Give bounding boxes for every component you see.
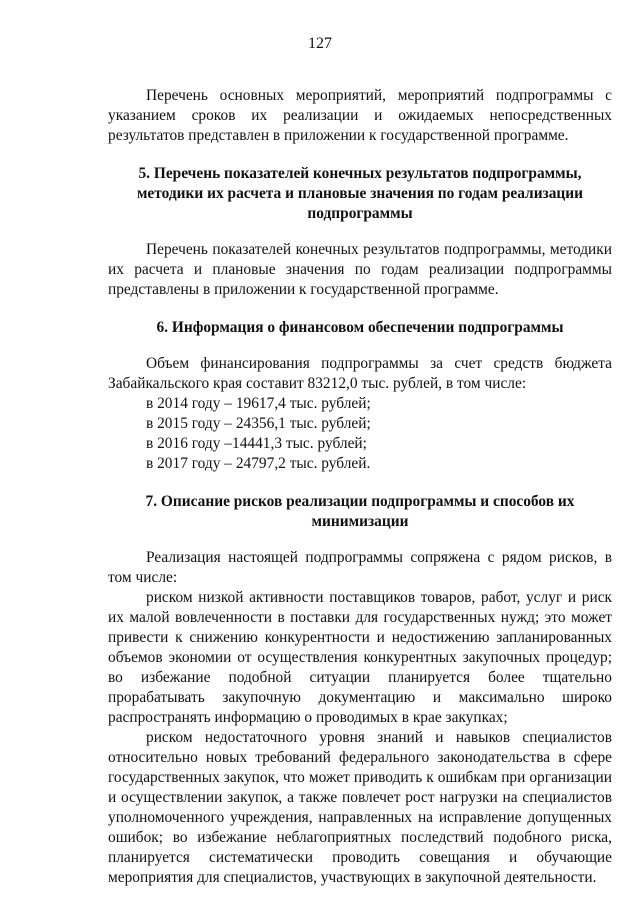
section-7-heading: 7. Описание рисков реализации подпрограммы и способов их минимизации bbox=[145, 493, 575, 530]
funding-year-2014: в 2014 году – 19617,4 тыс. рублей; bbox=[146, 395, 371, 412]
funding-year-2017: в 2017 году – 24797,2 тыс. рублей. bbox=[146, 455, 371, 472]
intro-paragraph: Перечень основных мероприятий, мероприятий подпрограммы с указанием сроков их реализации и ожидаемых непосредственных результатов представлен в приложении к государственной программе. bbox=[108, 87, 612, 144]
risk-paragraph-2: риском недостаточного уровня знаний и навыков специалистов относительно новых требований федерального законодательства в сфере государственных закупок, что может приводить к ошибкам при организации и осуществлении закупок, а также повлечет рост нагрузки на специалистов уполномоченного учреждения, направленных на исправление допущенных ошибок; во избежание неблагоприятных последствий подобного риска, планируется систематически проводить совещания и обучающие мероприятия для специалистов, участвующих в закупочной деятельности. bbox=[108, 729, 612, 886]
document-body bbox=[108, 86, 612, 888]
page-number: 127 bbox=[308, 35, 332, 52]
section-6-heading: 6. Информация о финансовом обеспечении подпрограммы bbox=[156, 319, 564, 336]
section-7-intro: Реализация настоящей подпрограммы сопряжена с рядом рисков, в том числе: bbox=[108, 549, 612, 586]
section-5-paragraph: Перечень показателей конечных результатов подпрограммы, методики их расчета и плановые значения по годам реализации подпрограммы представлены в приложении к государственной программе. bbox=[108, 241, 612, 298]
funding-year-2016: в 2016 году –14441,3 тыс. рублей; bbox=[146, 435, 367, 452]
section-5-heading: 5. Перечень показателей конечных результатов подпрограммы, методики их расчета и плановые значения по годам реализации подпрограммы bbox=[136, 165, 584, 222]
funding-year-2015: в 2015 году – 24356,1 тыс. рублей; bbox=[146, 415, 371, 432]
risk-paragraph-1: риском низкой активности поставщиков товаров, работ, услуг и риск их малой вовлеченности в поставки для государственных нужд; это может привести к снижению конкурентности и недостижению запланированных объемов экономии от осуществления конкурентных закупочных процедур; во избежание подобной ситуации планируется более тщательно прорабатывать закупочную документацию и максимально широко распространять информацию о проводимых в крае закупках; bbox=[108, 589, 612, 726]
section-6-paragraph: Объем финансирования подпрограммы за счет средств бюджета Забайкальского края составит 83212,0 тыс. рублей, в том числе: bbox=[108, 355, 612, 392]
